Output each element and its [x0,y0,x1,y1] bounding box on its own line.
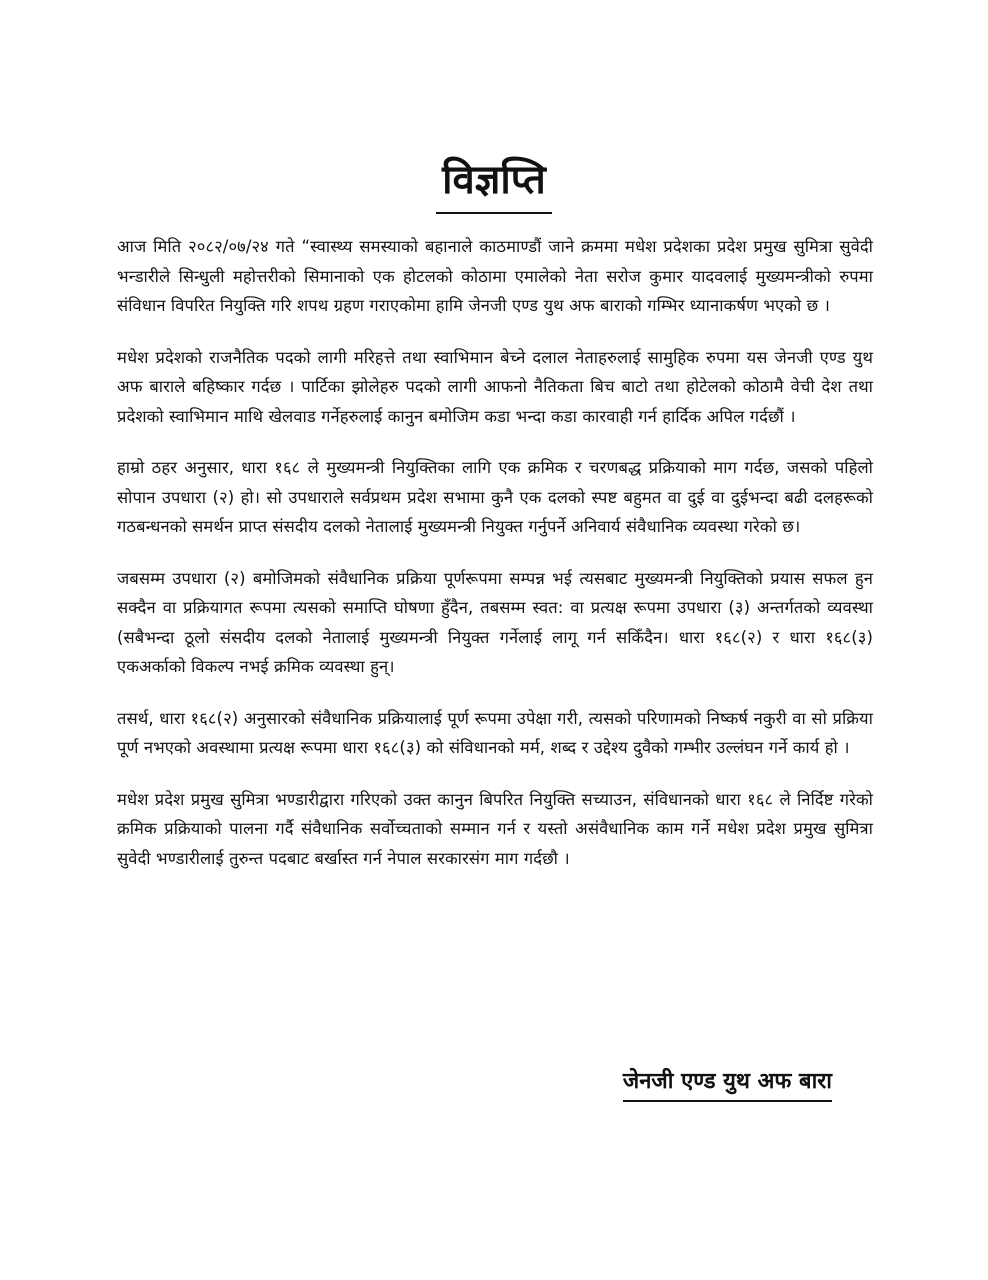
paragraph-3: हाम्रो ठहर अनुसार, धारा १६८ ले मुख्यमन्त्री नियुक्तिका लागि एक क्रमिक र चरणबद्ध प्रक्रियाको माग गर्दछ, जसको पहिलो सोपान उपधारा (२) हो। सो उपधाराले सर्वप्रथम प्रदेश सभामा कुनै एक दलको स्पष्ट बहुमत वा दुई वा दुईभन्दा बढी दलहरूको गठबन्धनको समर्थन प्राप्त संसदीय दलको नेतालाई मुख्यमन्त्री नियुक्त गर्नुपर्ने अनिवार्य संवैधानिक व्यवस्था गरेको छ। [117,458,873,536]
signature-block [623,1065,832,1102]
paragraph-5: तसर्थ, धारा १६८(२) अनुसारको संवैधानिक प्रक्रियालाई पूर्ण रूपमा उपेक्षा गरी, त्यसको परिणामको निष्कर्ष नकुरी वा सो प्रक्रिया पूर्ण नभएको अवस्थामा प्रत्यक्ष रूपमा धारा १६८(३) को संविधानको मर्म, शब्द र उद्देश्य दुवैको गम्भीर उल्लंघन गर्ने कार्य हो । [117,708,873,757]
paragraph-4: जबसम्म उपधारा (२) बमोजिमको संवैधानिक प्रक्रिया पूर्णरूपमा सम्पन्न भई त्यसबाट मुख्यमन्त्री नियुक्तिको प्रयास सफल हुन सक्दैन वा प्रक्रियागत रूपमा त्यसको समाप्ति घोषणा हुँदैन, तबसम्म स्वत: वा प्रत्यक्ष रूपमा उपधारा (३) अन्तर्गतको व्यवस्था (सबैभन्दा ठूलो संसदीय दलको नेतालाई मुख्यमन्त्री नियुक्त गर्नेलाई लागू गर्न सकिँदैन। धारा १६८(२) र धारा १६८(३) एकअर्काको विकल्प नभई क्रमिक व्यवस्था हुन्। [117,568,873,676]
document-body [117,232,873,895]
paragraph-6: मधेश प्रदेश प्रमुख सुमित्रा भण्डारीद्वारा गरिएको उक्त कानुन बिपरित नियुक्ति सच्याउन, संविधानको धारा १६८ ले निर्दिष्ट गरेको क्रमिक प्रक्रियाको पालना गर्दै संवैधानिक सर्वोच्चताको सम्मान गर्न र यस्तो असंवैधानिक काम गर्ने मधेश प्रदेश प्रमुख सुमित्रा सुवेदी भण्डारीलाई तुरुन्त पदबाट बर्खास्त गर्न नेपाल सरकारसंग माग गर्दछौ । [117,789,873,868]
paragraph-2: मधेश प्रदेशको राजनैतिक पदको लागी मरिहत्ते तथा स्वाभिमान बेच्ने दलाल नेताहरुलाई सामुहिक रुपमा यस जेनजी एण्ड युथ अफ बाराले बहिष्कार गर्दछ । पार्टिका झोलेहरु पदको लागी आफनो नैतिकता बिच बाटो तथा होटेलको कोठामै वेची देश तथा प्रदेशको स्वाभिमान माथि खेलवाड गर्नेहरुलाई कानुन बमोजिम कडा भन्दा कडा कारवाही गर्न हार्दिक अपिल गर्दछौं । [117,347,873,426]
paragraph-1: आज मिति २०८२/०७/२४ गते “स्वास्थ्य समस्याको बहानाले काठमाण्डौं जाने क्रममा मधेश प्रदेशका प्रदेश प्रमुख सुमित्रा सुवेदी भन्डारीले सिन्धुली महोत्तरीको सिमानाको एक होटलको कोठामा एमालेको नेता सरोज कुमार यादवलाई मुख्यमन्त्रीको रुपमा संविधान विपरित नियुक्ति गरि शपथ ग्रहण गराएकोमा हामि जेनजी एण्ड युथ अफ बाराको गम्भिर ध्यानाकर्षण भएको छ । [117,237,873,315]
signature-text: जेनजी एण्ड युथ अफ बारा [623,1065,832,1102]
document-title-text: विज्ञप्ति [436,150,552,214]
document-title [0,150,988,214]
